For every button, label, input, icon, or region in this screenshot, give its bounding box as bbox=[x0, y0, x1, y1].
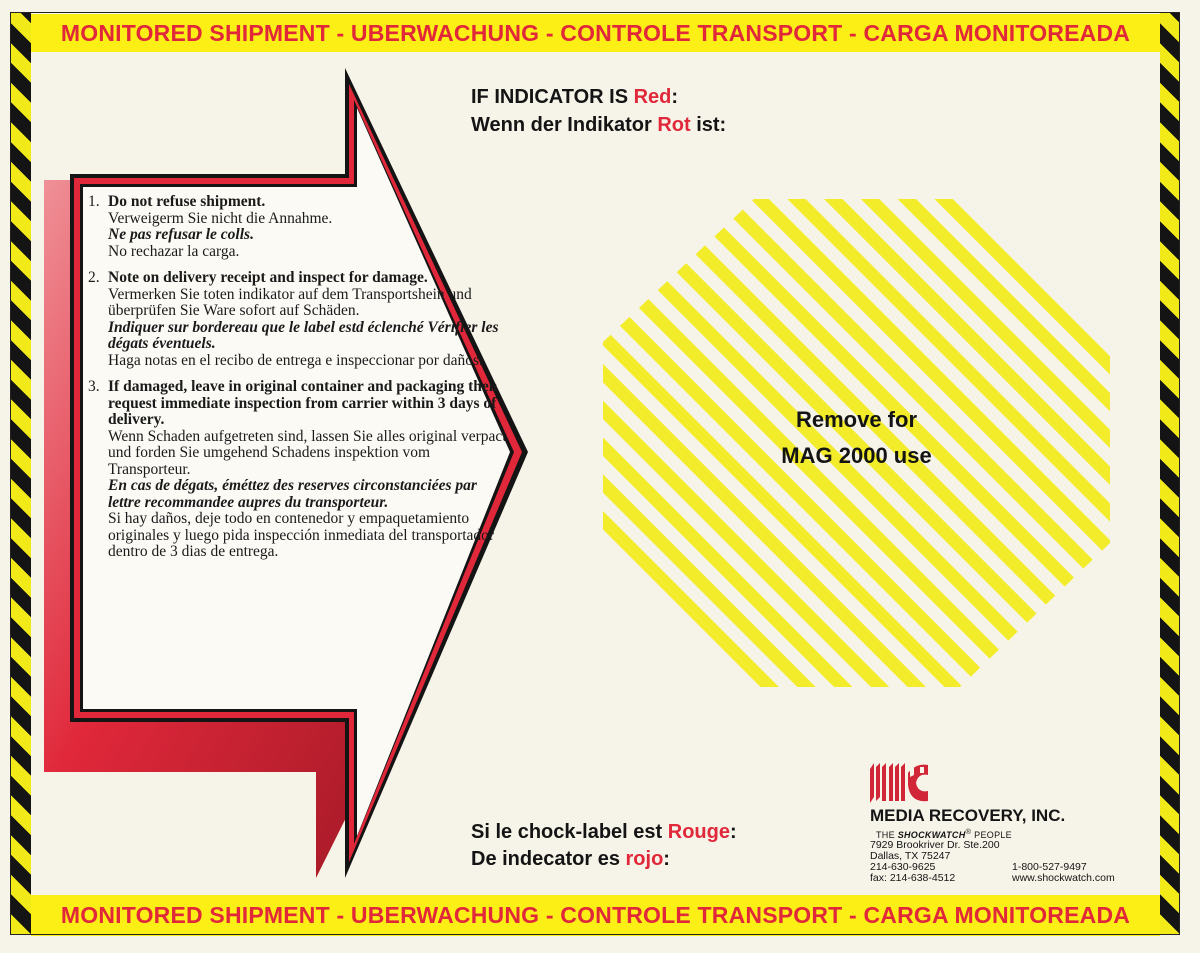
heading-if-indicator-red bbox=[471, 86, 678, 109]
step-body bbox=[108, 270, 508, 369]
step-number: 2. bbox=[88, 269, 100, 286]
heading-suffix: : bbox=[671, 86, 679, 108]
heading-text: De indecator es bbox=[471, 848, 626, 870]
step-body bbox=[108, 194, 508, 260]
indicator-note bbox=[603, 402, 1110, 474]
tagline-brand: SHOCKWATCH bbox=[897, 830, 966, 840]
heading-color-word: Red bbox=[633, 86, 672, 108]
phone-number: 214-630-9625 bbox=[870, 861, 936, 873]
step-number: 3. bbox=[88, 378, 100, 395]
heading-text: IF INDICATOR IS bbox=[471, 86, 634, 108]
step-text-bold: If damaged, leave in original container and packaging then request immediate inspection from carrier within 3 days of delivery. bbox=[108, 378, 498, 428]
step-body bbox=[108, 379, 508, 561]
step-text-regular: Wenn Schaden aufgetreten sind, lassen Sie alles original verpact und forden Sie umgehend Schadens inspektion vom Transporteur. bbox=[108, 427, 507, 478]
indicator-note-line1: Remove for bbox=[795, 407, 918, 432]
heading-suffix: ist: bbox=[690, 114, 727, 136]
mri-logo-icon bbox=[870, 763, 930, 803]
step-text-bold-italic: Indiquer sur bordereau que le label estd éclenché Vérifier les dégats éventuels. bbox=[108, 318, 499, 352]
heading-color-word: Rot bbox=[657, 114, 691, 136]
step-text-bold-italic: Ne pas refusar le colls. bbox=[108, 226, 254, 243]
heading-suffix: : bbox=[729, 821, 737, 843]
tagline-mark: ® bbox=[965, 827, 972, 836]
bottom-banner: MONITORED SHIPMENT - UBERWACHUNG - CONTROLE TRANSPORT - CARGA MONITOREADA bbox=[31, 895, 1160, 936]
step-text-bold-italic: En cas de dégats, éméttez des reserves circonstanciées par lettre recommandee aupres du transporteur. bbox=[108, 477, 477, 511]
instruction-step bbox=[88, 270, 508, 369]
step-text-bold: Note on delivery receipt and inspect for damage. bbox=[108, 269, 428, 286]
instruction-list bbox=[88, 194, 508, 571]
heading-color-word: Rouge bbox=[667, 821, 730, 843]
instruction-step bbox=[88, 379, 508, 561]
heading-wenn-indikator-rot bbox=[471, 114, 726, 137]
step-text-regular: Vermerken Sie toten indikator auf dem Transportshein und überprüfen Sie Ware sofort auf Schäden. bbox=[108, 285, 472, 319]
top-banner: MONITORED SHIPMENT - UBERWACHUNG - CONTROLE TRANSPORT - CARGA MONITOREADA bbox=[31, 14, 1160, 52]
instruction-step bbox=[88, 194, 508, 260]
heading-text: Si le chock-label est bbox=[471, 821, 668, 843]
heading-chock-label-rouge bbox=[471, 821, 737, 844]
website-link[interactable]: www.shockwatch.com bbox=[1012, 872, 1115, 884]
step-number: 1. bbox=[88, 193, 100, 210]
company-name: MEDIA RECOVERY, INC. bbox=[870, 806, 1066, 825]
heading-indecator-rojo bbox=[471, 848, 670, 871]
step-text-bold: Do not refuse shipment. bbox=[108, 193, 266, 210]
step-text-regular: No rechazar la carga. bbox=[108, 242, 240, 260]
heading-text: Wenn der Indikator bbox=[471, 114, 658, 136]
heading-color-word: rojo bbox=[625, 848, 664, 870]
fax-number: fax: 214-638-4512 bbox=[870, 872, 956, 884]
tagline-prefix: THE bbox=[876, 830, 898, 840]
indicator-note-line2: MAG 2000 use bbox=[781, 443, 932, 468]
address-line2: Dallas, TX 75247 bbox=[870, 850, 951, 862]
tagline-suffix: PEOPLE bbox=[971, 830, 1012, 840]
address-line1: 7929 Brookriver Dr. Ste.200 bbox=[870, 839, 1000, 851]
step-text-regular: Verweigerm Sie nicht die Annahme. bbox=[108, 209, 333, 227]
heading-suffix: : bbox=[663, 848, 670, 870]
step-text-regular: Si hay daños, deje todo en contenedor y empaquetamiento originales y luego pida inspección inmediata del transportador dentro de 3 dias de entrega. bbox=[108, 510, 495, 560]
tollfree-number: 1-800-527-9497 bbox=[1012, 861, 1087, 873]
step-text-regular: Haga notas en el recibo de entrega e inspeccionar por daños. bbox=[108, 351, 483, 369]
